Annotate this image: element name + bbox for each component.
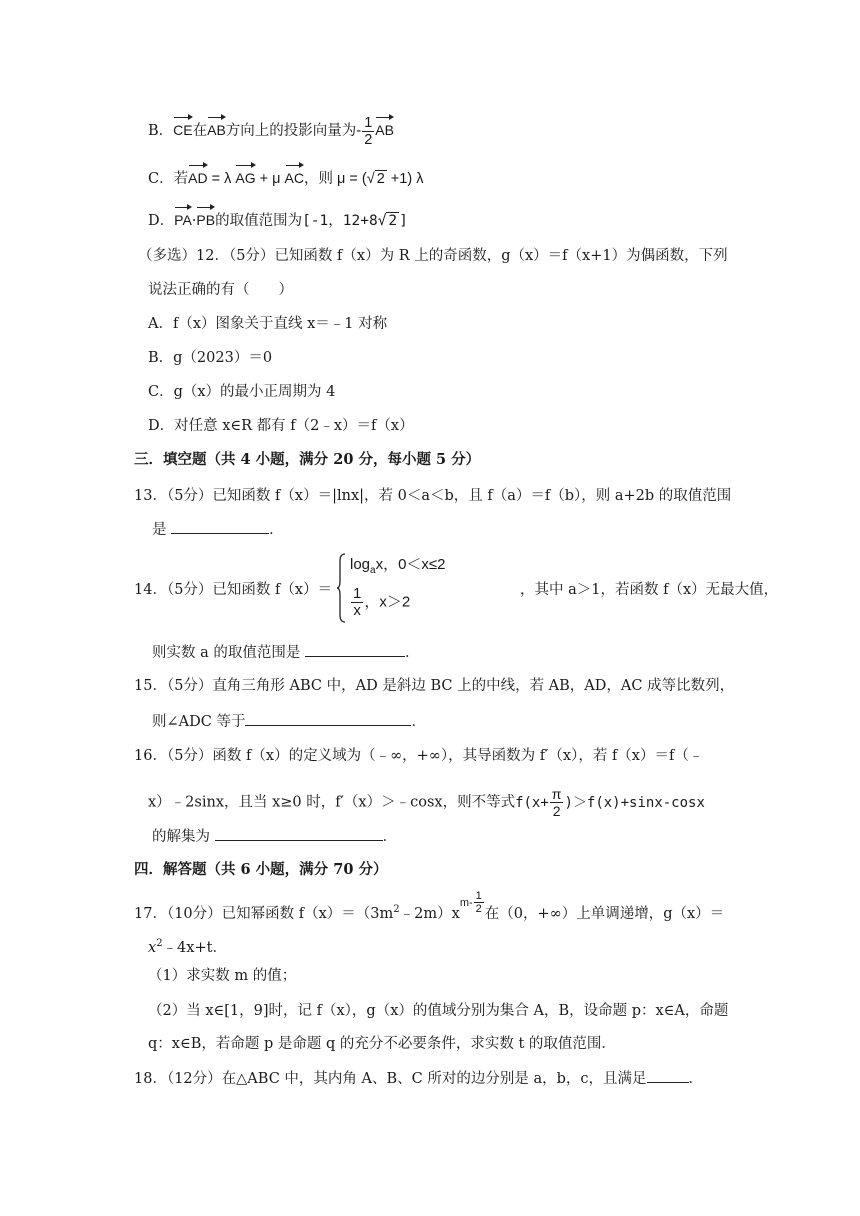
q16-answer-blank[interactable] — [215, 826, 383, 841]
q15-line2: 则∠ADC 等于 ． — [152, 711, 426, 732]
q17-line1: 17．（10分）已知幂函数 $f(x)=(3m^2﹣2m)x^{m- \frac{1}{2}}$ 在（0，+∞）上单调递增，g（x）＝ — [134, 890, 725, 922]
q17-part2-line1: （2）当 x∈[1，9]时，记 f（x），g（x）的值域分别为集合 A，B，设命题 p：x∈A，命题 — [148, 1003, 729, 1019]
q14-prefix: 14．（5分）已知函数 f（x）＝ — [134, 582, 333, 598]
q17-part1: （1）求实数 m 的值； — [148, 968, 297, 984]
q18-condition-blank[interactable] — [647, 1068, 689, 1083]
q12-stem-line1: （多选）12．（5分）已知函数 f（x）为 R 上的奇函数，g（x）＝f（x+1）为偶函数，下列 — [138, 248, 728, 264]
q13-line1: 13．（5分）已知函数 f（x）＝|lnx|，若 0＜a＜b，且 f（a）＝f（b），则 a+2b 的取值范围 — [134, 488, 732, 504]
q16-line3: 的解集为 ． — [152, 826, 397, 847]
q13-line2: 是 ． — [152, 519, 284, 540]
q14-line2: 则实数 a 的取值范围是 ． — [152, 642, 419, 663]
q14-answer-blank[interactable] — [305, 642, 405, 657]
q13-answer-blank[interactable] — [171, 519, 269, 534]
q12-option-c: C．g（x）的最小正周期为 4 — [148, 384, 336, 400]
q11-option-b: B．CE在AB方向上的投影向量为- $\frac{1}{2}$ AB — [148, 114, 394, 148]
piecewise-brace — [336, 553, 346, 623]
q14-suffix: ，其中 a＞1，若函数 f（x）无最大值， — [520, 582, 779, 598]
section-3-heading: 三．填空题（共 4 小题，满分 20 分，每小题 5 分） — [134, 451, 481, 468]
q12-option-d: D．对任意 x∈R 都有 f（2﹣x）＝f（x） — [148, 418, 414, 434]
q11-option-c: C．若AD = λ AG + μ AC，则 μ = (√ 2 +1) λ — [148, 162, 423, 189]
q14-piece1: $\log_ax$，0＜x≤2 — [350, 556, 446, 576]
q14-piece2: $\frac{1}{x}$ ，x＞2 — [353, 585, 411, 619]
q15-answer-blank[interactable] — [245, 711, 411, 726]
q17-line2: $x^2﹣4x+t$． — [148, 938, 227, 956]
q15-line1: 15．（5分）直角三角形 ABC 中，AD 是斜边 BC 上的中线，若 AB，AD，AC 成等比数列， — [134, 678, 735, 694]
q12-option-a: A．f（x）图象关于直线 x＝﹣1 对称 — [148, 316, 388, 332]
q12-option-b: B．g（2023）＝0 — [148, 350, 273, 366]
q16-line2: x）﹣2sinx，且当 x≥0 时，f′（x）＞﹣cosx，则不等式f(x+ $\frac{\pi}{2}$ )＞f(x)+sinx-cosx — [148, 786, 705, 819]
q11-option-d: D．PA·PB的取值范围为[-1，12+8√ 2 ] — [148, 204, 408, 231]
q12-stem-line2: 说法正确的有（ ） — [148, 282, 293, 298]
q18-line1: 18．（12分）在△ABC 中，其内角 A、B、C 所对的边分别是 a，b，c，且满足 ． — [134, 1068, 703, 1089]
section-4-heading: 四．解答题（共 6 小题，满分 70 分） — [134, 861, 388, 878]
q16-line1: 16．（5分）函数 f（x）的定义域为（﹣∞，+∞），其导函数为 f′（x），若 f（x）＝f（﹣ — [134, 748, 704, 764]
q17-part2-line2: q：x∈B，若命题 p 是命题 q 的充分不必要条件，求实数 t 的取值范围． — [148, 1036, 616, 1052]
